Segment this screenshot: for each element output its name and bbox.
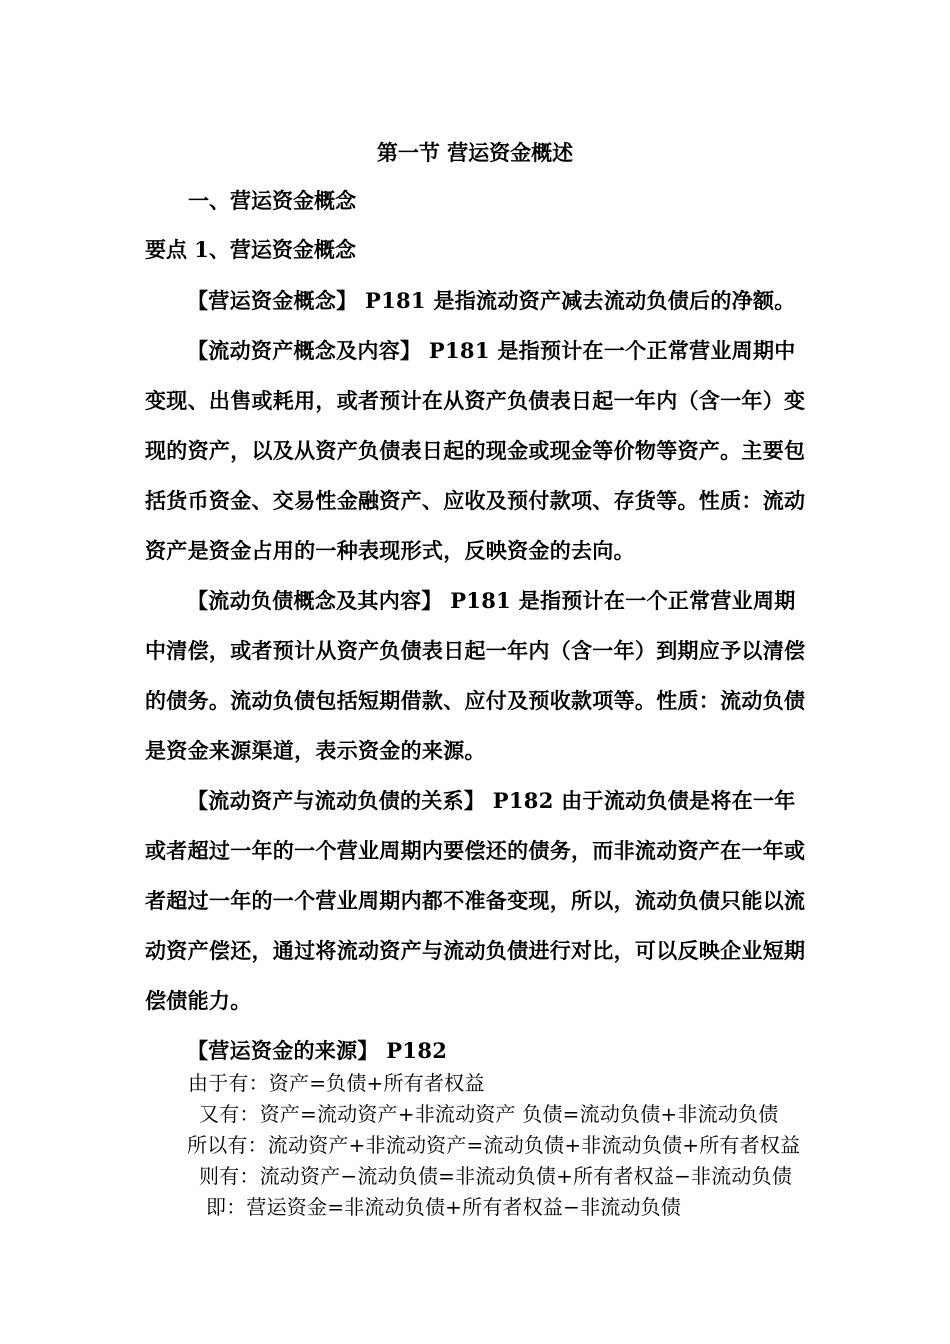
point-heading: 要点 1、营运资金概念 xyxy=(145,237,356,262)
paragraph-working-capital-source: 【营运资金的来源】 P182 xyxy=(187,1038,448,1063)
paragraph-assets-liabilities-relation: 【流动资产与流动负债的关系】 P182 由于流动负债是将在一年或者超过一年的一个营业周期内要偿还的债务，而非流动资产在一年或者超过一年的一个营业周期内都不准备变现，所以，流动负债只能以流动资产偿还，通过将流动资产与流动负债进行对比，可以反映企业短期偿债能力。 xyxy=(145,788,806,1013)
formula-line: 则有：流动资产−流动负债=非流动负债+所有者权益−非流动负债 xyxy=(199,1164,793,1188)
section-heading: 一、营运资金概念 xyxy=(188,188,356,213)
paragraph-current-assets: 【流动资产概念及内容】 P181 是指预计在一个正常营业周期中变现、出售或耗用，或者预计在从资产负债表日起一年内（含一年）变现的资产，以及从资产负债表日起的现金或现金等价物等资产。主要包括货币资金、交易性金融资产、应收及预付款项、存货等。性质：流动资产是资金占用的一种表现形式，反映资金的去向。 xyxy=(145,338,806,563)
formula-line: 又有：资产=流动资产+非流动资产 负债=流动负债+非流动负债 xyxy=(199,1102,779,1126)
paragraph-working-capital-concept: 【营运资金概念】 P181 是指流动资产减去流动负债后的净额。 xyxy=(187,288,796,313)
formula-line: 所以有：流动资产+非流动资产=流动负债+非流动负债+所有者权益 xyxy=(187,1133,801,1157)
paragraph-current-liabilities: 【流动负债概念及其内容】 P181 是指预计在一个正常营业周期中清偿，或者预计从资产负债表日起一年内（含一年）到期应予以清偿的债务。流动负债包括短期借款、应付及预收款项等。性质：流动负债是资金来源渠道，表示资金的来源。 xyxy=(145,588,806,763)
formula-line: 即：营运资金=非流动负债+所有者权益−非流动负债 xyxy=(206,1195,682,1219)
page-title: 第一节 营运资金概述 xyxy=(376,140,574,165)
formula-line: 由于有：资产=负债+所有者权益 xyxy=(188,1071,485,1095)
